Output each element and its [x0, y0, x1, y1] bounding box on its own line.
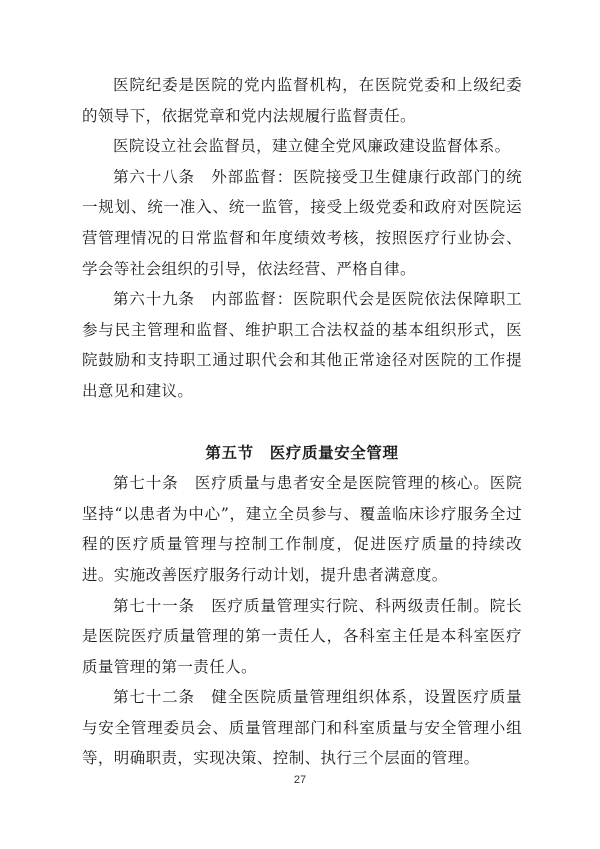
section-title: 第五节 医疗质量安全管理	[205, 442, 399, 462]
paragraph-article-71: 第七十一条 医疗质量管理实行院、科两级责任制。院长是医院医疗质量管理的第一责任人，各科室主任是本科室医疗质量管理的第一责任人。	[82, 596, 522, 676]
paragraph-discipline-committee: 医院纪委是医院的党内监督机构，在医院党委和上级纪委的领导下，依据党章和党内法规履行监督责任。	[82, 76, 522, 125]
page-content	[82, 70, 522, 774]
section-spacer	[82, 407, 522, 438]
paragraph-article-69: 第六十九条 内部监督：医院职代会是医院依法保障职工参与民主管理和监督、维护职工合法权益的基本组织形式，医院鼓励和支持职工通过职代会和其他正常途径对医院的工作提出意见和建议。	[82, 290, 522, 400]
paragraph-article-72: 第七十二条 健全医院质量管理组织体系，设置医疗质量与安全管理委员会、质量管理部门和科室质量与安全管理小组等，明确职责，实现决策、控制、执行三个层面的管理。	[82, 688, 522, 768]
paragraph-social-supervisors: 医院设立社会监督员，建立健全党风廉政建设监督体系。	[113, 137, 511, 156]
paragraph-article-70: 第七十条 医疗质量与患者安全是医院管理的核心。医院坚持“以患者为中心”，建立全员参与、覆盖临床诊疗服务全过程的医疗质量管理与控制工作制度，促进医疗质量的持续改进。实施改善医疗服务行动计划，提升患者满意度。	[82, 474, 522, 584]
paragraph-article-68: 第六十八条 外部监督：医院接受卫生健康行政部门的统一规划、统一准入、统一监管，接受上级党委和政府对医院运营管理情况的日常监督和年度绩效考核，按照医疗行业协会、学会等社会组织的引导，依法经营、严格自律。	[82, 167, 522, 278]
page-number: 27	[293, 774, 307, 786]
